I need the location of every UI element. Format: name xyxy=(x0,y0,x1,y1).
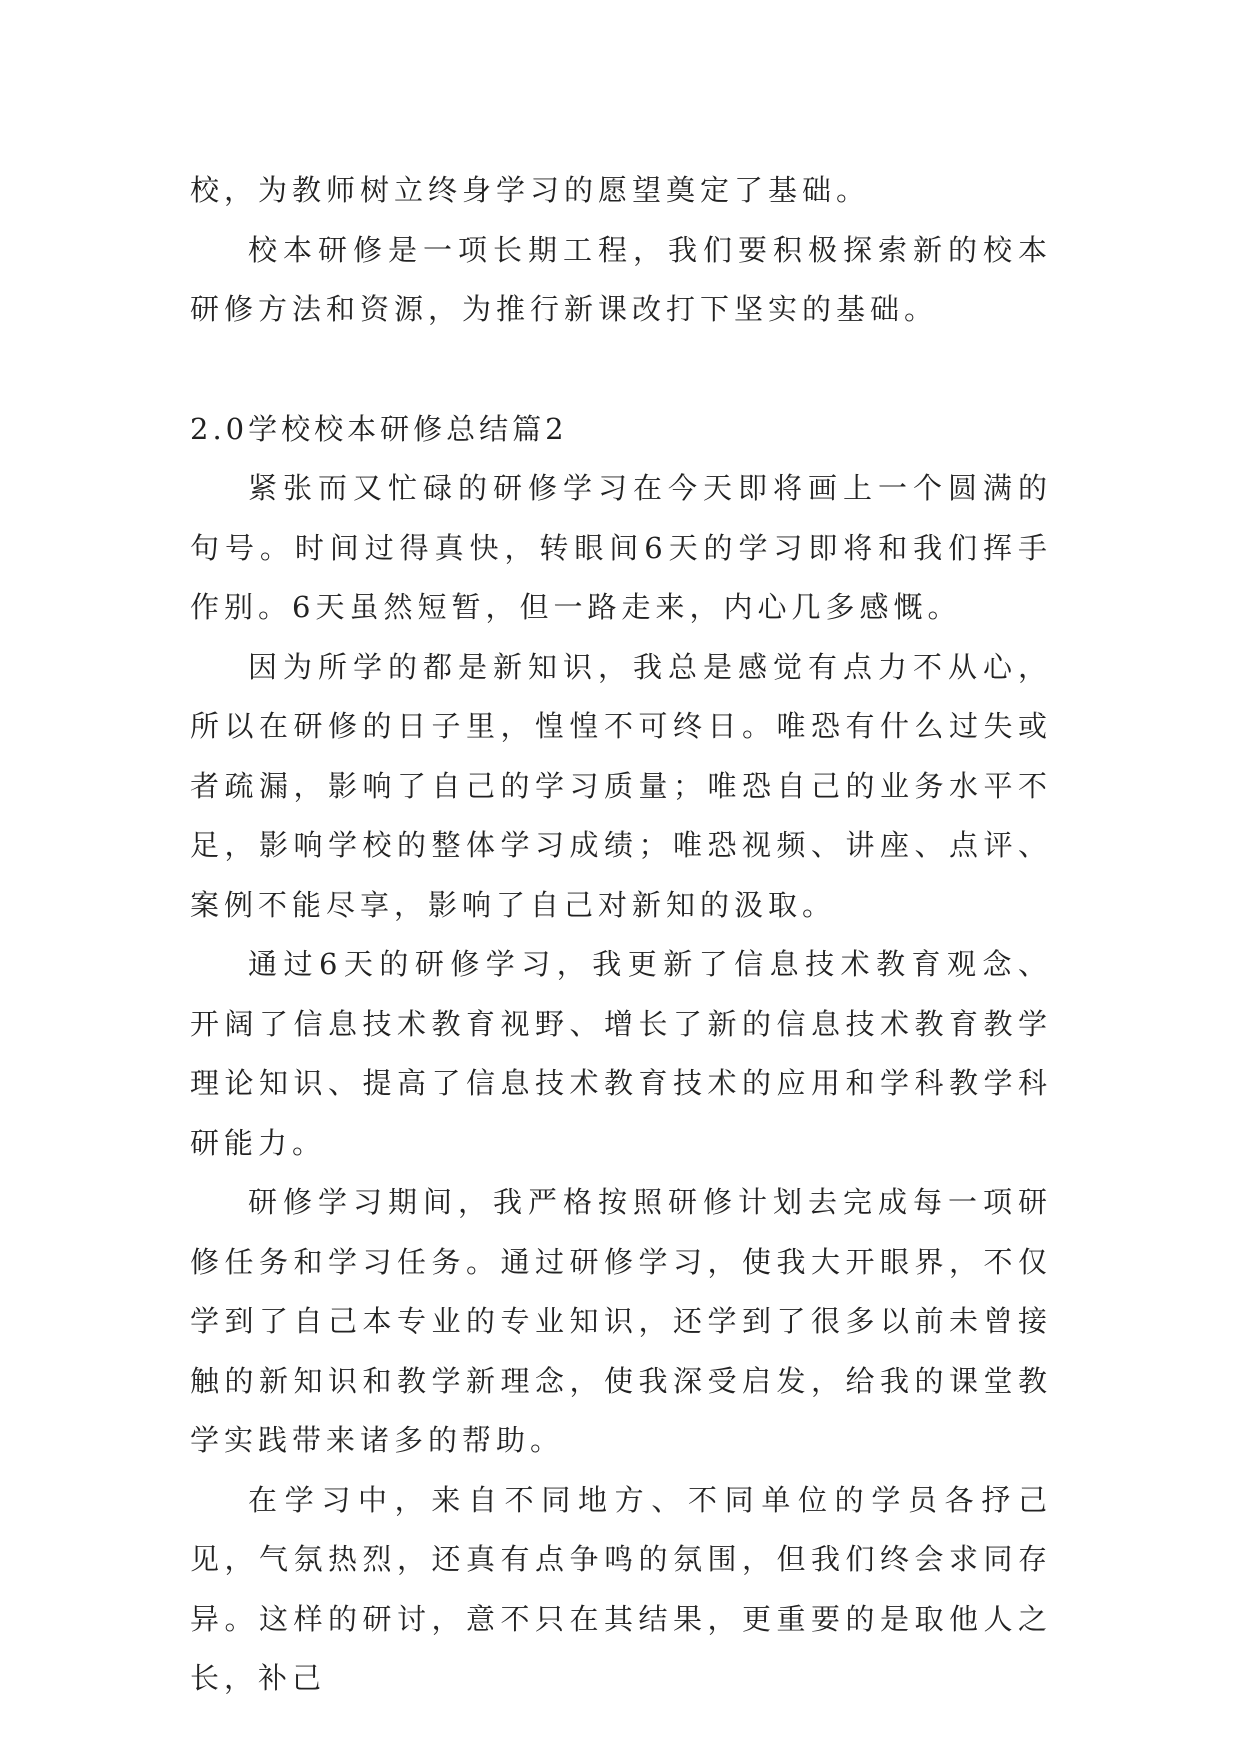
continued-paragraph: 校，为教师树立终身学习的愿望奠定了基础。 xyxy=(190,173,871,207)
paragraph-1: 紧张而又忙碌的研修学习在今天即将画上一个圆满的句号。时间过得真快，转眼间6天的学习即将和我们挥手作别。6天虽然短暂，但一路走来，内心几多感慨。 xyxy=(190,471,1052,624)
section-heading: 2.0学校校本研修总结篇2 xyxy=(190,411,568,446)
paragraph-4: 研修学习期间，我严格按照研修计划去完成每一项研修任务和学习任务。通过研修学习，使我大开眼界，不仅学到了自己本专业的专业知识，还学到了很多以前未曾接触的新知识和教学新理念，使我深受启发，给我的课堂教学实践带来诸多的帮助。 xyxy=(190,1185,1052,1457)
paragraph-2: 因为所学的都是新知识，我总是感觉有点力不从心，所以在研修的日子里，惶惶不可终日。唯恐有什么过失或者疏漏，影响了自己的学习质量；唯恐自己的业务水平不足，影响学校的整体学习成绩；唯恐视频、讲座、点评、案例不能尽享，影响了自己对新知的汲取。 xyxy=(190,649,1052,922)
paragraph-3: 通过6天的研修学习，我更新了信息技术教育观念、开阔了信息技术教育视野、增长了新的信息技术教育教学理论知识、提高了信息技术教育技术的应用和学科教学科研能力。 xyxy=(190,947,1052,1160)
paragraph-closing-summary: 校本研修是一项长期工程，我们要积极探索新的校本研修方法和资源，为推行新课改打下坚实的基础。 xyxy=(190,232,1052,326)
document-body xyxy=(190,161,1052,1709)
section-gap xyxy=(190,340,1052,400)
paragraph-5: 在学习中，来自不同地方、不同单位的学员各抒己见，气氛热烈，还真有点争鸣的氛围，但我们终会求同存异。这样的研讨，意不只在其结果，更重要的是取他人之长，补己 xyxy=(190,1482,1052,1695)
